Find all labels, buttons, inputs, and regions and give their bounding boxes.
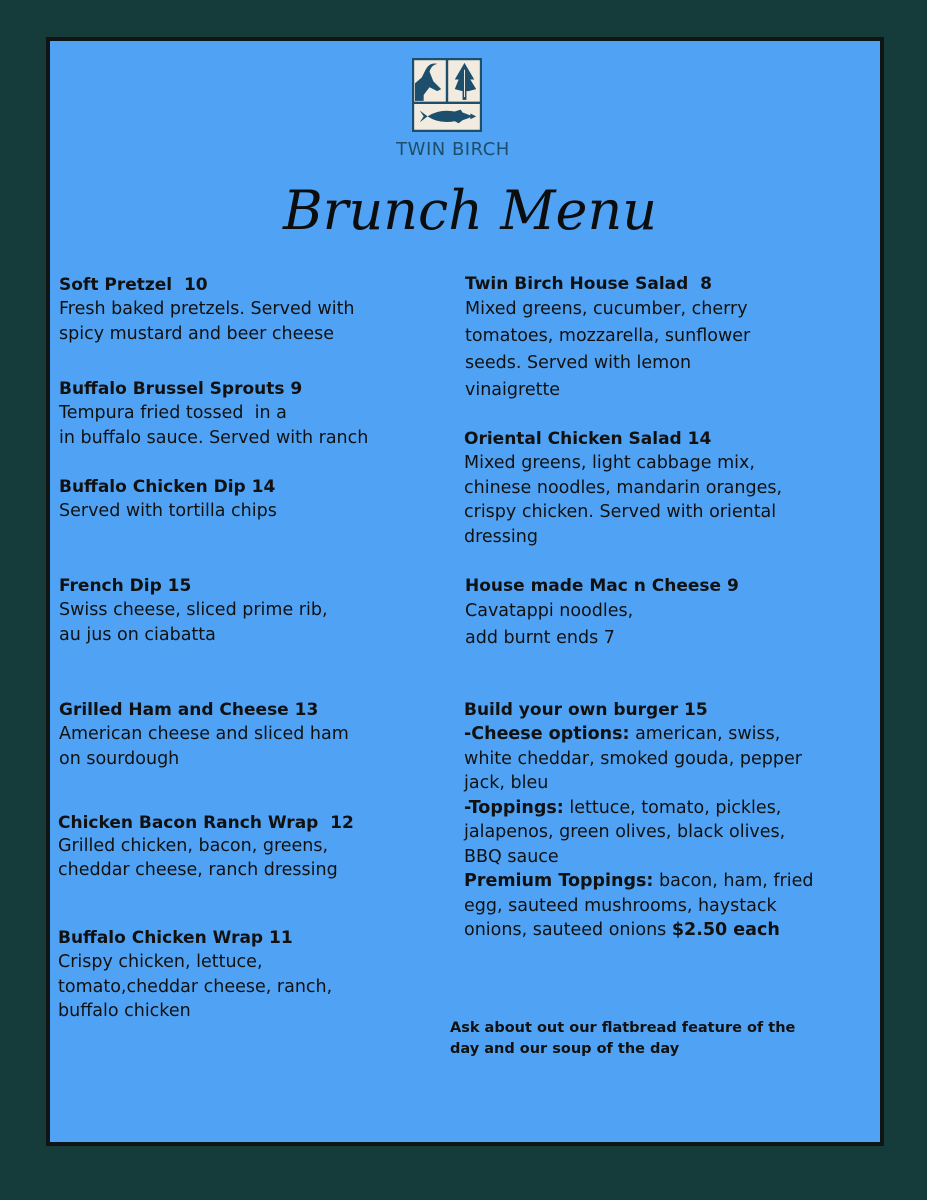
desc-line: vinaigrette: [465, 380, 561, 400]
menu-item-house-salad: [465, 272, 750, 404]
menu-item-build-your-own-burger: [464, 698, 813, 943]
desc-line: jack, bleu: [464, 773, 549, 793]
item-name: Oriental Chicken Salad 14: [464, 429, 712, 449]
item-desc: [59, 401, 368, 450]
cheese-options-label: -Cheese options:: [464, 724, 630, 744]
twin-birch-logo: [412, 58, 482, 132]
desc-line: bacon, ham, fried: [653, 871, 814, 891]
premium-price: $2.50 each: [671, 920, 780, 940]
desc-line: lettuce, tomato, pickles,: [563, 797, 782, 818]
desc-line: chinese noodles, mandarin oranges,: [464, 477, 783, 498]
desc-line: American cheese and sliced ham: [59, 724, 349, 744]
desc-line: cheddar cheese, ranch dressing: [58, 859, 338, 880]
cheese-options: [464, 722, 813, 747]
item-name: Buffalo Brussel Sprouts 9: [59, 379, 303, 399]
desc-line: buffalo chicken: [58, 1001, 191, 1021]
desc-line: Tempura fried tossed in a: [59, 403, 287, 423]
desc-line: Swiss cheese, sliced prime rib,: [59, 600, 328, 620]
premium-toppings-label: Premium Toppings:: [464, 871, 654, 891]
desc-line: add burnt ends 7: [465, 628, 615, 648]
item-name: House made Mac n Cheese 9: [465, 576, 739, 596]
item-desc: [58, 950, 332, 1024]
desc-line: Grilled chicken, bacon, greens,: [58, 836, 329, 856]
desc-line: egg, sauteed mushrooms, haystack: [464, 895, 777, 916]
desc-line: spicy mustard and beer cheese: [59, 323, 335, 344]
menu-item-chicken-bacon-ranch-wrap: [58, 811, 354, 882]
note-line: Ask about out our flatbread feature of the: [450, 1020, 796, 1036]
item-name: Buffalo Chicken Wrap 11: [58, 928, 293, 948]
item-desc: [59, 297, 355, 346]
desc-line: dressing: [464, 526, 538, 547]
menu-item-grilled-ham-cheese: [59, 698, 349, 771]
premium-last-line: [464, 918, 813, 943]
menu-title: Brunch Menu: [282, 179, 658, 242]
item-name: Buffalo Chicken Dip 14: [59, 477, 276, 497]
desc-line: crispy chicken. Served with oriental: [464, 502, 777, 522]
menu-item-french-dip: [59, 574, 328, 647]
specials-note: [450, 1018, 850, 1060]
desc-line: american, swiss,: [629, 724, 781, 744]
premium-toppings: [464, 869, 813, 894]
desc-line: onions, sauteed onions: [464, 920, 672, 940]
menu-page: [46, 37, 884, 1146]
desc-line: au jus on ciabatta: [59, 624, 216, 645]
desc-line: Served with tortilla chips: [59, 501, 277, 521]
desc-line: seeds. Served with lemon: [465, 353, 692, 373]
desc-line: BBQ sauce: [464, 846, 559, 867]
menu-item-oriental-chicken-salad: [464, 427, 782, 549]
desc-line: in buffalo sauce. Served with ranch: [59, 427, 369, 448]
brand-name: TWIN BIRCH: [396, 139, 510, 160]
desc-line: Fresh baked pretzels. Served with: [59, 299, 355, 319]
menu-item-buffalo-chicken-wrap: [58, 926, 332, 1024]
item-desc: [59, 499, 277, 524]
note-line: day and our soup of the day: [450, 1041, 680, 1057]
item-name: Chicken Bacon Ranch Wrap 12: [58, 813, 354, 833]
desc-line: tomato,cheddar cheese, ranch,: [58, 976, 333, 997]
toppings: [464, 796, 813, 821]
item-desc: [464, 451, 782, 549]
desc-line: jalapenos, green olives, black olives,: [464, 822, 786, 842]
item-name: Soft Pretzel 10: [59, 275, 208, 295]
menu-item-buffalo-chicken-dip: [59, 475, 277, 524]
item-desc: [465, 296, 750, 404]
item-desc: [59, 722, 349, 771]
menu-item-buffalo-brussel-sprouts: [59, 377, 368, 450]
desc-line: white cheddar, smoked gouda, pepper: [464, 748, 802, 769]
item-name: Build your own burger 15: [464, 700, 708, 720]
desc-line: Mixed greens, light cabbage mix,: [464, 453, 755, 473]
desc-line: Mixed greens, cucumber, cherry: [465, 299, 748, 319]
desc-line: tomatoes, mozzarella, sunflower: [465, 326, 751, 346]
item-name: Grilled Ham and Cheese 13: [59, 700, 319, 720]
item-desc: [465, 598, 739, 652]
item-name: Twin Birch House Salad 8: [465, 274, 712, 294]
menu-item-soft-pretzel: [59, 273, 355, 346]
desc-line: Crispy chicken, lettuce,: [58, 952, 263, 972]
item-name: French Dip 15: [59, 576, 192, 596]
item-desc: [58, 835, 354, 882]
menu-item-mac-n-cheese: [465, 574, 739, 652]
item-desc: [59, 598, 328, 647]
desc-line: on sourdough: [59, 748, 180, 769]
toppings-label: -Toppings:: [464, 797, 564, 818]
desc-line: Cavatappi noodles,: [465, 601, 634, 621]
